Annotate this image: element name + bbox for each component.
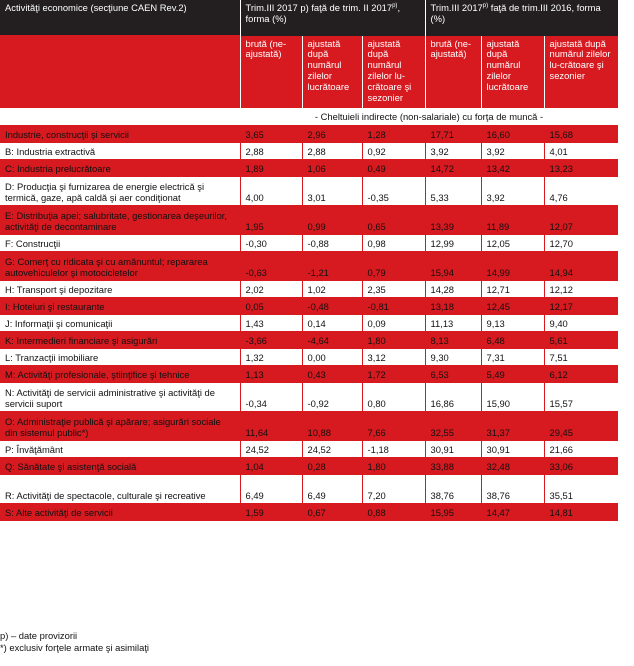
row-value-col1: 2,02 xyxy=(240,281,302,298)
row-value-col2: -0,92 xyxy=(302,383,362,412)
row-value-col5: 13,42 xyxy=(481,160,544,177)
subheader-col6: ajustată după numărul zilelor lu-crătoare şi sezonier xyxy=(544,36,618,109)
row-value-col1: 0,05 xyxy=(240,298,302,315)
row-label: F: Construcţii xyxy=(0,235,240,252)
group2-header-text: Trim.III 2017 xyxy=(430,2,483,14)
row-value-col6: 35,51 xyxy=(544,475,618,504)
row-value-col2: -0,48 xyxy=(302,298,362,315)
row-value-col2: 0,00 xyxy=(302,349,362,366)
group1-header-text: Trim.III 2017 p) faţă de trim. II 2017 xyxy=(245,2,393,14)
row-value-col6: 29,45 xyxy=(544,412,618,441)
row-value-col5: 5,49 xyxy=(481,366,544,383)
table-row xyxy=(0,126,618,143)
row-label: Industrie, construcţii şi servicii xyxy=(0,126,240,143)
row-value-col6: 21,66 xyxy=(544,441,618,458)
row-value-col4: 9,30 xyxy=(425,349,481,366)
header-row xyxy=(0,0,618,36)
row-value-col4: 3,92 xyxy=(425,143,481,160)
row-value-col1: 2,88 xyxy=(240,143,302,160)
row-value-col4: 17,71 xyxy=(425,126,481,143)
row-value-col4: 13,39 xyxy=(425,206,481,235)
table-row xyxy=(0,252,618,281)
row-value-col2: 0,99 xyxy=(302,206,362,235)
row-label: G: Comerţ cu ridicata şi cu amănuntul; repararea autovehiculelor şi motocicletelor xyxy=(0,252,240,281)
row-value-col5: 3,92 xyxy=(481,177,544,206)
row-label: P: Învăţământ xyxy=(0,441,240,458)
row-value-col1: 1,95 xyxy=(240,206,302,235)
row-value-col1: 1,32 xyxy=(240,349,302,366)
group1-header xyxy=(240,0,425,36)
row-value-col2: 3,01 xyxy=(302,177,362,206)
row-label: R: Activităţi de spectacole, culturale şi recreative xyxy=(0,475,240,504)
row-label: B: Industria extractivă xyxy=(0,143,240,160)
band-label: - Cheltuieli indirecte (non-salariale) cu forţa de muncă - xyxy=(240,108,618,126)
group2-header xyxy=(425,0,618,36)
subheader-col2: ajustată după numărul zilelor lucrătoare xyxy=(302,36,362,109)
row-value-col1: -0,30 xyxy=(240,235,302,252)
row-value-col3: 0,79 xyxy=(362,252,425,281)
row-value-col5: 9,13 xyxy=(481,315,544,332)
row-value-col5: 11,89 xyxy=(481,206,544,235)
row-value-col2: 2,96 xyxy=(302,126,362,143)
row-value-col4: 32,55 xyxy=(425,412,481,441)
table-row xyxy=(0,366,618,383)
row-value-col1: 1,89 xyxy=(240,160,302,177)
row-value-col6: 6,12 xyxy=(544,366,618,383)
subheader-row xyxy=(0,36,618,109)
row-value-col6: 14,81 xyxy=(544,504,618,521)
row-value-col1: -0,63 xyxy=(240,252,302,281)
row-value-col4: 14,72 xyxy=(425,160,481,177)
row-value-col4: 13,18 xyxy=(425,298,481,315)
row-value-col5: 38,76 xyxy=(481,475,544,504)
row-value-col3: 1,28 xyxy=(362,126,425,143)
row-value-col4: 11,13 xyxy=(425,315,481,332)
table-row xyxy=(0,298,618,315)
table-row xyxy=(0,332,618,349)
row-value-col3: 7,20 xyxy=(362,475,425,504)
row-value-col4: 15,95 xyxy=(425,504,481,521)
row-value-col3: 7,66 xyxy=(362,412,425,441)
row-value-col5: 15,90 xyxy=(481,383,544,412)
row-value-col3: -1,18 xyxy=(362,441,425,458)
table-body xyxy=(0,126,618,521)
row-value-col6: 4,01 xyxy=(544,143,618,160)
band-row xyxy=(0,108,618,126)
row-value-col6: 5,61 xyxy=(544,332,618,349)
row-value-col6: 13,23 xyxy=(544,160,618,177)
row-value-col5: 14,47 xyxy=(481,504,544,521)
row-label: D: Producţia şi furnizarea de energie electrică şi termică, gaze, apă caldă şi aer condiţionat xyxy=(0,177,240,206)
row-value-col4: 12,99 xyxy=(425,235,481,252)
row-value-col1: 6,49 xyxy=(240,475,302,504)
row-value-col5: 16,60 xyxy=(481,126,544,143)
row-value-col5: 7,31 xyxy=(481,349,544,366)
subheader-col1: brută (ne-ajustată) xyxy=(240,36,302,109)
activity-column-header: Activităţi economice (secţiune CAEN Rev.2) xyxy=(0,0,240,36)
row-label: N: Activităţi de servicii administrative şi activităţi de servicii suport xyxy=(0,383,240,412)
group1-header-tail: , forma (%) xyxy=(245,2,401,24)
row-value-col6: 15,57 xyxy=(544,383,618,412)
table-row xyxy=(0,441,618,458)
row-value-col1: -3,66 xyxy=(240,332,302,349)
row-value-col2: 1,02 xyxy=(302,281,362,298)
row-value-col2: -1,21 xyxy=(302,252,362,281)
row-value-col6: 7,51 xyxy=(544,349,618,366)
row-value-col2: 0,43 xyxy=(302,366,362,383)
row-value-col2: 6,49 xyxy=(302,475,362,504)
group1-sup: p) xyxy=(392,3,398,9)
row-value-col2: 0,28 xyxy=(302,458,362,475)
row-value-col1: 1,43 xyxy=(240,315,302,332)
footnote-excluded: *) exclusiv forţele armate şi asimilaţi xyxy=(0,642,150,653)
row-value-col1: 1,04 xyxy=(240,458,302,475)
row-label: S: Alte activităţi de servicii xyxy=(0,504,240,521)
row-value-col6: 12,07 xyxy=(544,206,618,235)
table-row xyxy=(0,160,618,177)
table-row xyxy=(0,412,618,441)
row-value-col4: 16,86 xyxy=(425,383,481,412)
row-value-col3: 0,09 xyxy=(362,315,425,332)
row-label: C: Industria prelucrătoare xyxy=(0,160,240,177)
row-label: J: Informaţii şi comunicaţii xyxy=(0,315,240,332)
row-value-col5: 12,05 xyxy=(481,235,544,252)
row-value-col5: 31,37 xyxy=(481,412,544,441)
subheader-empty xyxy=(0,36,240,109)
row-value-col1: 1,13 xyxy=(240,366,302,383)
row-value-col4: 38,76 xyxy=(425,475,481,504)
table-row xyxy=(0,281,618,298)
row-value-col3: -0,81 xyxy=(362,298,425,315)
row-value-col2: 24,52 xyxy=(302,441,362,458)
row-value-col1: 24,52 xyxy=(240,441,302,458)
row-label: Q: Sănătate şi asistenţă socială xyxy=(0,458,240,475)
subheader-col4: brută (ne-ajustată) xyxy=(425,36,481,109)
row-value-col3: 3,12 xyxy=(362,349,425,366)
row-value-col6: 12,70 xyxy=(544,235,618,252)
row-value-col6: 4,76 xyxy=(544,177,618,206)
table-row xyxy=(0,504,618,521)
table-row xyxy=(0,383,618,412)
row-value-col5: 30,91 xyxy=(481,441,544,458)
row-value-col5: 12,71 xyxy=(481,281,544,298)
row-value-col4: 15,94 xyxy=(425,252,481,281)
table-row xyxy=(0,349,618,366)
row-value-col2: 10,88 xyxy=(302,412,362,441)
row-value-col3: 0,88 xyxy=(362,504,425,521)
row-label: H: Transport şi depozitare xyxy=(0,281,240,298)
table-row xyxy=(0,177,618,206)
group2-header-tail: faţă de trim.III 2016, forma (%) xyxy=(430,2,601,24)
row-value-col2: -0,88 xyxy=(302,235,362,252)
row-value-col6: 15,68 xyxy=(544,126,618,143)
row-value-col3: -0,35 xyxy=(362,177,425,206)
group2-sup: p) xyxy=(482,3,489,9)
row-label: L: Tranzacţii imobiliare xyxy=(0,349,240,366)
row-label: M: Activităţi profesionale, ştiinţifice şi tehnice xyxy=(0,366,240,383)
table-row xyxy=(0,143,618,160)
row-value-col4: 8,13 xyxy=(425,332,481,349)
row-value-col3: 0,98 xyxy=(362,235,425,252)
row-value-col2: -4,64 xyxy=(302,332,362,349)
table-row xyxy=(0,235,618,252)
table-row xyxy=(0,458,618,475)
row-label: I: Hoteluri şi restaurante xyxy=(0,298,240,315)
row-value-col5: 14,99 xyxy=(481,252,544,281)
row-value-col3: 0,65 xyxy=(362,206,425,235)
row-label: O: Administraţie publică şi apărare; asigurări sociale din sistemul public*) xyxy=(0,412,240,441)
subheader-col5: ajustată după numărul zilelor lucrătoare xyxy=(481,36,544,109)
row-value-col2: 0,14 xyxy=(302,315,362,332)
row-value-col3: 1,72 xyxy=(362,366,425,383)
row-label: E: Distribuţia apei; salubritate, gestionarea deşeurilor, activităţi de decontaminare xyxy=(0,206,240,235)
row-value-col6: 14,94 xyxy=(544,252,618,281)
row-value-col1: 3,65 xyxy=(240,126,302,143)
table-row xyxy=(0,475,618,504)
row-value-col3: 1,80 xyxy=(362,332,425,349)
row-value-col2: 2,88 xyxy=(302,143,362,160)
row-value-col3: 0,49 xyxy=(362,160,425,177)
row-value-col4: 33,88 xyxy=(425,458,481,475)
row-value-col2: 0,67 xyxy=(302,504,362,521)
row-value-col6: 33,06 xyxy=(544,458,618,475)
row-value-col3: 2,35 xyxy=(362,281,425,298)
row-value-col4: 5,33 xyxy=(425,177,481,206)
row-value-col5: 12,45 xyxy=(481,298,544,315)
row-value-col1: 1,59 xyxy=(240,504,302,521)
row-value-col6: 12,12 xyxy=(544,281,618,298)
row-value-col4: 30,91 xyxy=(425,441,481,458)
row-value-col3: 0,92 xyxy=(362,143,425,160)
row-label: K: Intermedieri financiare şi asigurări xyxy=(0,332,240,349)
band-empty xyxy=(0,108,240,126)
row-value-col3: 0,80 xyxy=(362,383,425,412)
row-value-col1: 4,00 xyxy=(240,177,302,206)
row-value-col5: 3,92 xyxy=(481,143,544,160)
row-value-col4: 14,28 xyxy=(425,281,481,298)
row-value-col6: 12,17 xyxy=(544,298,618,315)
row-value-col2: 1,06 xyxy=(302,160,362,177)
subheader-col3: ajustată după numărul zilelor lu-crătoare şi sezonier xyxy=(362,36,425,109)
row-value-col3: 1,80 xyxy=(362,458,425,475)
row-value-col5: 32,48 xyxy=(481,458,544,475)
table-row xyxy=(0,206,618,235)
table-row xyxy=(0,315,618,332)
row-value-col1: -0,34 xyxy=(240,383,302,412)
row-value-col1: 11,64 xyxy=(240,412,302,441)
row-value-col4: 6,53 xyxy=(425,366,481,383)
footnotes xyxy=(0,630,149,654)
row-value-col5: 6,48 xyxy=(481,332,544,349)
row-value-col6: 9,40 xyxy=(544,315,618,332)
footnote-provisional: p) – date provizorii xyxy=(0,630,78,641)
